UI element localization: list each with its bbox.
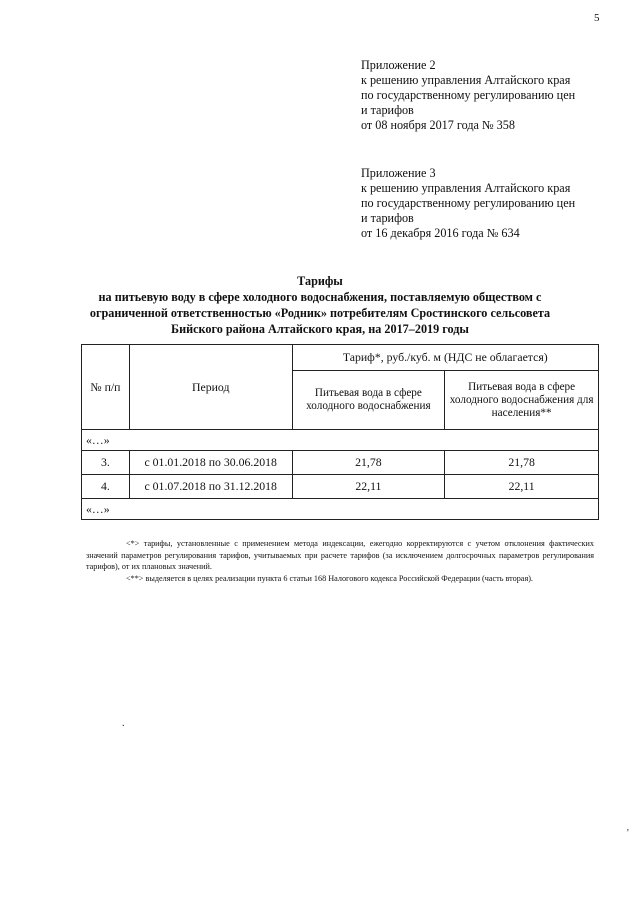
appendix-2-line: и тарифов bbox=[361, 103, 414, 117]
footnote-2: <**> выделяется в целях реализации пункта 6 статьи 168 Налогового кодекса Российской Федерации (часть вторая). bbox=[126, 573, 533, 583]
footnotes bbox=[86, 538, 594, 584]
title-line: Бийского района Алтайского края, на 2017–2019 годы bbox=[171, 322, 469, 336]
tariff-table bbox=[81, 344, 599, 520]
ellipsis-row-top: «…» bbox=[82, 430, 599, 451]
document-title bbox=[70, 273, 570, 337]
header-population: Питьевая вода в сфере холодного водоснабжения для населения** bbox=[445, 371, 599, 430]
header-number: № п/п bbox=[82, 345, 130, 430]
table-row bbox=[82, 475, 599, 499]
footnote-1: <*> тарифы, установленные с применением метода индексации, ежегодно корректируются с учетом отклонения фактических значений параметров регулирования тарифов, учитываемых при расчете тарифов (за исключением долгосрочных параметров регулирования тарифов), от их плановых значений. bbox=[86, 539, 594, 571]
header-general: Питьевая вода в сфере холодного водоснабжения bbox=[292, 371, 445, 430]
header-tariff: Тариф*, руб./куб. м (НДС не облагается) bbox=[292, 345, 598, 371]
row-period: с 01.07.2018 по 31.12.2018 bbox=[129, 475, 292, 499]
appendix-3-line: от 16 декабря 2016 года № 634 bbox=[361, 226, 520, 240]
appendix-2-line: к решению управления Алтайского края bbox=[361, 73, 571, 87]
row-period: с 01.01.2018 по 30.06.2018 bbox=[129, 451, 292, 475]
appendix-2-line: от 08 ноября 2017 года № 358 bbox=[361, 118, 515, 132]
header-period: Период bbox=[129, 345, 292, 430]
appendix-2-line: Приложение 2 bbox=[361, 58, 436, 72]
page-number: 5 bbox=[594, 12, 600, 24]
title-line: на питьевую воду в сфере холодного водоснабжения, поставляемую обществом с bbox=[98, 290, 542, 304]
title-line: ограниченной ответственностью «Родник» потребителям Сростинского сельсовета bbox=[89, 306, 551, 320]
appendix-3-header bbox=[361, 166, 631, 241]
appendix-2-header bbox=[361, 58, 631, 133]
appendix-3-line: к решению управления Алтайского края bbox=[361, 181, 571, 195]
margin-mark: ' bbox=[627, 828, 629, 839]
stray-dot-mark: . bbox=[122, 718, 125, 729]
row-tariff-population: 22,11 bbox=[445, 475, 599, 499]
row-tariff-population: 21,78 bbox=[445, 451, 599, 475]
row-number: 3. bbox=[82, 451, 130, 475]
appendix-3-line: и тарифов bbox=[361, 211, 414, 225]
appendix-3-line: Приложение 3 bbox=[361, 166, 436, 180]
row-number: 4. bbox=[82, 475, 130, 499]
ellipsis-row-bottom: «…» bbox=[82, 499, 599, 520]
row-tariff-general: 22,11 bbox=[292, 475, 445, 499]
appendix-3-line: по государственному регулированию цен bbox=[361, 196, 576, 210]
row-tariff-general: 21,78 bbox=[292, 451, 445, 475]
title-line: Тарифы bbox=[297, 274, 343, 288]
appendix-2-line: по государственному регулированию цен bbox=[361, 88, 576, 102]
table-row bbox=[82, 451, 599, 475]
